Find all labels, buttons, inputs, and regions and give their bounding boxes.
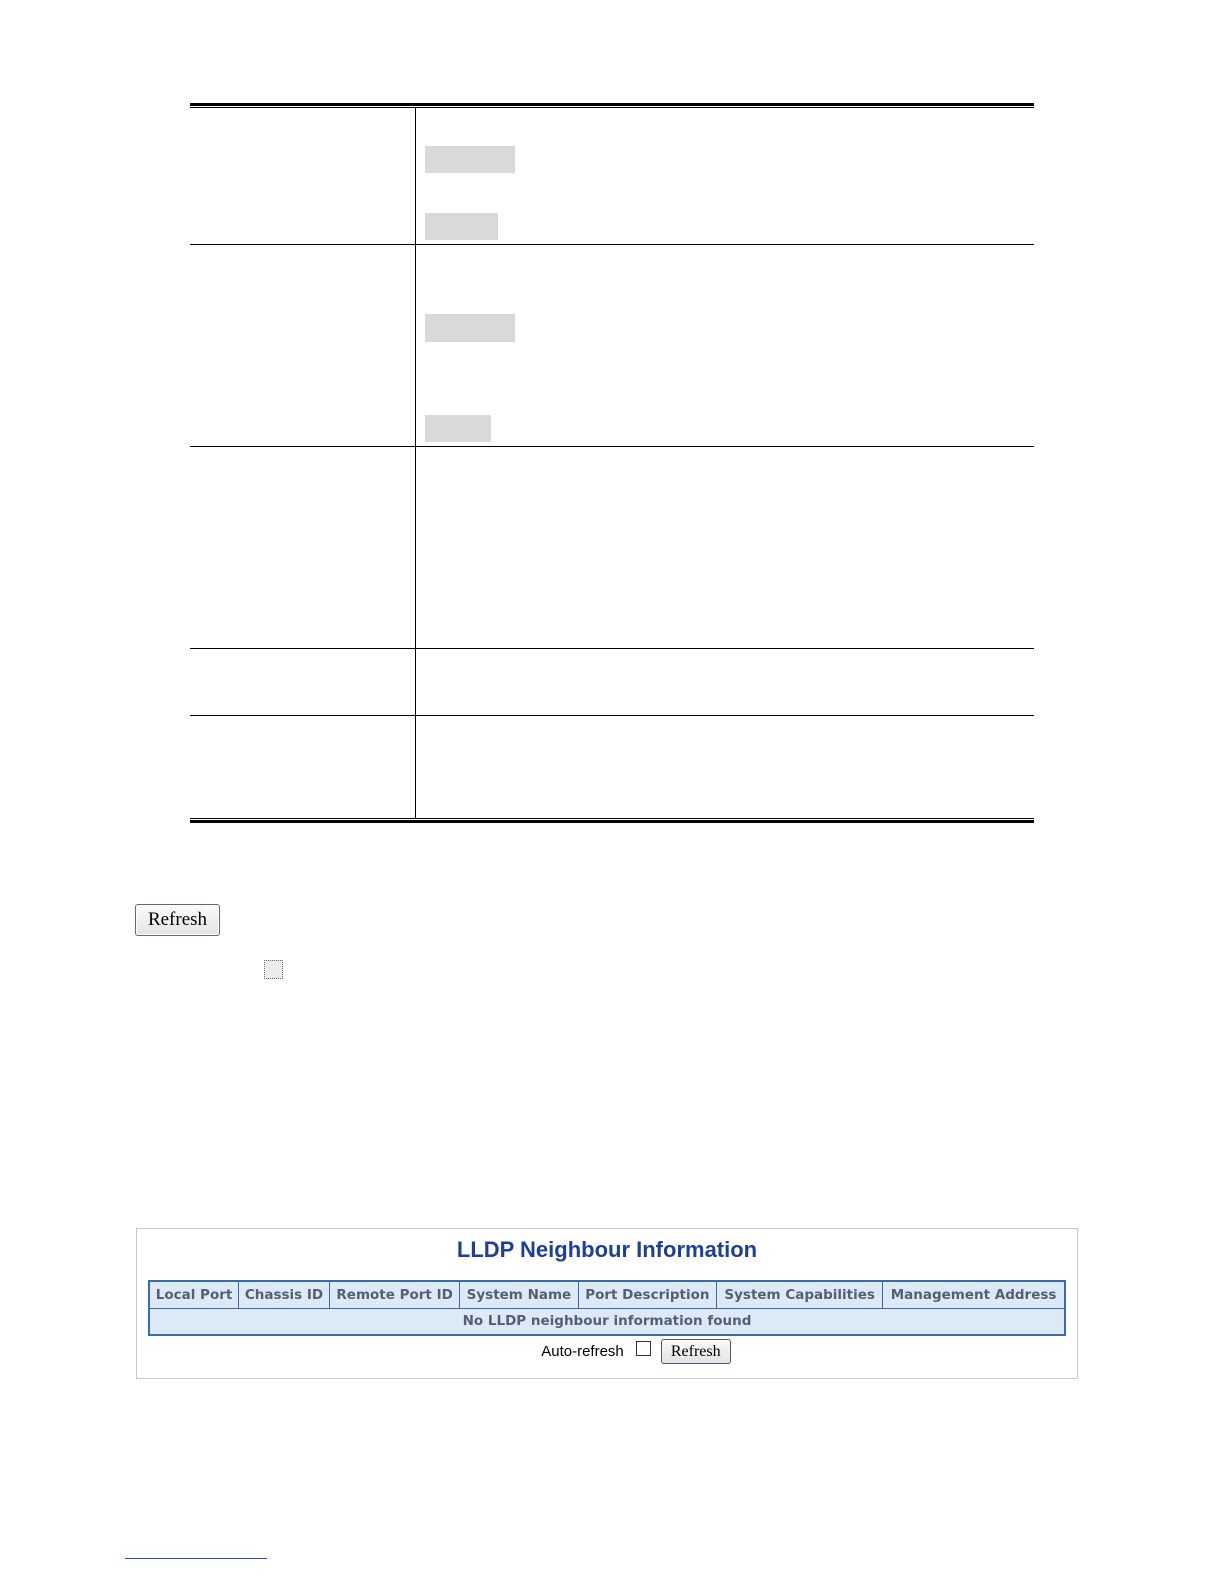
column-header-port-description: Port Description	[578, 1281, 717, 1308]
param-name-cell	[190, 108, 416, 244]
lldp-neighbour-table	[148, 1280, 1066, 1336]
column-header-local-port: Local Port	[149, 1281, 239, 1308]
column-header-remote-port-id: Remote Port ID	[329, 1281, 459, 1308]
lldp-neighbour-panel	[136, 1228, 1078, 1379]
column-header-management-address: Management Address	[883, 1281, 1065, 1308]
parameter-table	[190, 103, 1034, 823]
param-desc-cell	[416, 649, 1034, 715]
auto-refresh-checkbox[interactable]	[264, 960, 283, 979]
column-header-system-name: System Name	[460, 1281, 578, 1308]
param-desc-cell	[416, 245, 1034, 446]
table-row	[190, 649, 1034, 716]
empty-message: No LLDP neighbour information found	[149, 1308, 1065, 1335]
table-row	[190, 716, 1034, 818]
refresh-button[interactable]: Refresh	[661, 1339, 731, 1364]
column-header-chassis-id: Chassis ID	[239, 1281, 330, 1308]
table-row	[190, 108, 1034, 245]
table-row	[149, 1308, 1065, 1335]
footnote-rule	[125, 1558, 267, 1559]
highlight-block	[425, 415, 491, 442]
auto-refresh-checkbox[interactable]	[636, 1341, 651, 1356]
table-bottom-rule	[190, 818, 1034, 823]
auto-refresh-row	[137, 1339, 1077, 1364]
param-name-cell	[190, 447, 416, 648]
param-name-cell	[190, 716, 416, 818]
panel-title: LLDP Neighbour Information	[456, 1237, 758, 1262]
highlight-block	[425, 213, 498, 240]
param-desc-cell	[416, 108, 1034, 244]
param-desc-cell	[416, 716, 1034, 818]
highlight-block	[425, 146, 515, 173]
table-row	[190, 447, 1034, 649]
column-header-system-capabilities: System Capabilities	[717, 1281, 883, 1308]
table-header-row	[149, 1281, 1065, 1308]
refresh-button[interactable]: Refresh	[135, 904, 220, 936]
param-desc-cell	[416, 447, 1034, 648]
auto-refresh-label: Auto-refresh	[541, 1343, 624, 1360]
table-row	[190, 245, 1034, 447]
highlight-block	[425, 314, 515, 342]
param-name-cell	[190, 245, 416, 446]
param-name-cell	[190, 649, 416, 715]
